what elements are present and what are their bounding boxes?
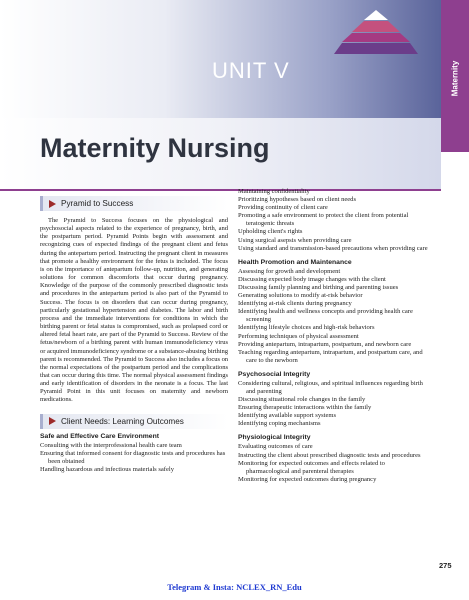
list-item: Monitoring for expected outcomes and effects related to pharmacological and parenteral therapies xyxy=(238,459,385,475)
right-column xyxy=(238,188,428,484)
pyramid-icon xyxy=(334,10,418,54)
list-item: Evaluating outcomes of care xyxy=(238,443,313,451)
list-item: Promoting a safe environment to protect the client from potential teratogenic threats xyxy=(238,212,409,228)
health-promotion-list xyxy=(238,268,428,365)
list-item: Providing continuity of client care xyxy=(238,204,328,212)
list-item: Using surgical asepsis when providing care xyxy=(238,236,352,244)
list-item: Maintaining confidentiality xyxy=(238,188,310,195)
psychosocial-list xyxy=(238,380,428,429)
list-item: Identifying coping mechanisms xyxy=(238,420,321,428)
list-item: Teaching regarding antepartum, intrapartum, and postpartum care, and care to the newborn xyxy=(238,348,423,364)
list-item: Consulting with the interprofessional health care team xyxy=(40,441,182,449)
list-item: Instructing the client about prescribed diagnostic tests and procedures xyxy=(238,451,421,459)
physiological-list xyxy=(238,443,428,483)
page-number: 275 xyxy=(439,561,452,570)
list-item: Using standard and transmission-based precautions when providing care xyxy=(238,244,428,252)
list-item: Identifying health and wellness concepts and providing health care screening xyxy=(238,308,413,324)
list-item: Providing antepartum, intrapartum, postpartum, and newborn care xyxy=(238,340,412,348)
arrow-right-icon xyxy=(49,200,56,208)
list-item: Upholding client's rights xyxy=(238,228,303,236)
list-item: Identifying available support systems xyxy=(238,412,337,420)
page-title: Maternity Nursing xyxy=(40,133,270,163)
list-item: Ensuring that informed consent for diagnostic tests and procedures has been obtained xyxy=(40,449,226,465)
physiological-heading: Physiological Integrity xyxy=(238,434,311,442)
list-item: Identifying lifestyle choices and high-risk behaviors xyxy=(238,324,375,332)
list-item: Monitoring for expected outcomes during pregnancy xyxy=(238,475,377,483)
client-needs-heading xyxy=(40,414,228,429)
list-item: Generating solutions to modify at-risk behavior xyxy=(238,292,363,300)
footer-link[interactable]: Telegram & Insta: NCLEX_RN_Edu xyxy=(167,582,302,592)
safe-care-list-right xyxy=(238,188,428,253)
client-needs-heading-text: Client Needs: Learning Outcomes xyxy=(61,416,184,426)
list-item: Performing techniques of physical assessment xyxy=(238,332,359,340)
psychosocial-heading: Psychosocial Integrity xyxy=(238,370,311,378)
pyramid-section-heading xyxy=(40,196,228,211)
list-item: Discussing situational role changes in the family xyxy=(238,396,366,404)
arrow-right-icon xyxy=(49,417,56,425)
list-item: Assessing for growth and development xyxy=(238,267,341,275)
safe-care-heading: Safe and Effective Care Environment xyxy=(40,432,159,440)
side-tab-label: Maternity xyxy=(450,60,460,96)
unit-label: UNIT V xyxy=(212,58,290,83)
section-side-tab[interactable] xyxy=(441,0,469,152)
list-item: Discussing family planning and birthing and parenting issues xyxy=(238,283,399,291)
list-item: Identifying at-risk clients during pregnancy xyxy=(238,300,352,308)
health-promotion-heading: Health Promotion and Maintenance xyxy=(238,258,352,266)
list-item: Ensuring therapeutic interactions within the family xyxy=(238,404,372,412)
list-item: Prioritizing hypotheses based on client needs xyxy=(238,196,357,204)
list-item: Discussing expected body image changes with the client xyxy=(238,275,386,283)
left-column xyxy=(40,196,228,474)
pyramid-section-heading-text: Pyramid to Success xyxy=(61,199,134,208)
safe-care-list-left xyxy=(40,442,228,474)
list-item: Handling hazardous and infectious materials safely xyxy=(40,465,174,473)
list-item: Considering cultural, religious, and spiritual influences regarding birth and parenting xyxy=(238,379,423,395)
pyramid-intro-text: The Pyramid to Success focuses on the physiological and psychosocial aspects related to the experience of pregnancy, birth, and the postpartum period. Pyramid Points begin with assessment and recognizing cues of expected findings of the pregnant client and fetus during the antepartum period. Instructing the pregnant client in measures that promote a healthy environment for the fetus is included. The focus is on the importance of antepartum follow-up, nutrition, and generating solutions for common discomforts that occur during pregnancy. Knowledge of the purpose of the commonly prescribed diagnostic tests and procedures in the antepartum period is also part of the Pyramid to Success. The focus is on disorders that can occur during pregnancy, particularly gestational hypertension and diabetes. The labor and birth process and the immediate interventions for conditions in which the birthing parent or fetal status is compromised, such as prolapsed cord or altered fetal heart rate, are part of the Pyramid to Success. Review of the fetus/newborn of a birthing parent with human immunodeficiency virus or acquired immunodeficiency syndrome or a substance-abusing birthing parent is recommended. The Pyramid to Success also includes a focus on the normal expectations of the postpartum period and the complications that can occur during this time. The normal physical assessment findings and early identification of disorders in the neonate is a focus. The last Pyramid Point in this unit focuses on maternity and newborn medications. xyxy=(40,217,229,404)
